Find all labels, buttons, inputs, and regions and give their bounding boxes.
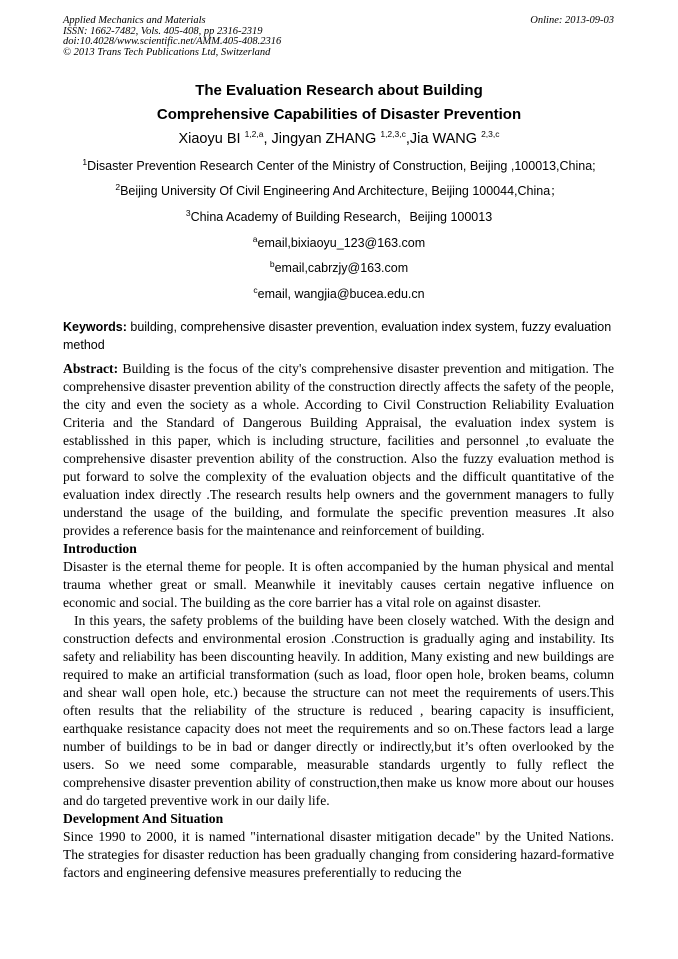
affiliation-marker: 3	[185, 207, 191, 218]
email	[0, 285, 678, 303]
affiliation-text: China Academy of Building Research，Beijing 100013	[190, 210, 493, 224]
affiliation-text: Disaster Prevention Research Center of the Ministry of Construction, Beijing ,100013,China;	[87, 159, 596, 173]
email-text: email,bixiaoyu_123@163.com	[257, 236, 426, 250]
online-date: Online: 2013-09-03	[530, 15, 614, 26]
author-name: Jia WANG	[409, 131, 478, 147]
affiliation	[0, 208, 678, 226]
paragraph: Disaster is the eternal theme for people. It is often accompanied by the human physical and mental trauma whether great or small. Meanwhile it inevitably causes certain negative influence on economic and social. The building as the core barrier has a vital role on against disaster.	[63, 559, 614, 610]
email-text: email, wangjia@bucea.edu.cn	[257, 287, 425, 301]
abstract	[63, 360, 614, 540]
author-affiliation-marker: 2,3,c	[481, 129, 500, 140]
affiliation	[0, 182, 678, 200]
paper-title-line-1: The Evaluation Research about Building	[195, 82, 483, 99]
journal-header	[63, 16, 281, 58]
keywords-text: building, comprehensive disaster prevention, evaluation index system, fuzzy evaluation method	[63, 320, 612, 352]
section-heading: Development And Situation	[63, 811, 224, 826]
author-name: Jingyan ZHANG	[271, 131, 377, 147]
author-separator: ,	[263, 131, 272, 147]
author-affiliation-marker: 1,2,3,c	[380, 129, 406, 140]
affiliation-text: Beijing University Of Civil Engineering And Architecture, Beijing 100044,China；	[120, 184, 563, 198]
author-list	[0, 128, 678, 150]
affiliation-marker: 2	[115, 181, 121, 192]
paper-title-line-2: Comprehensive Capabilities of Disaster Prevention	[156, 106, 522, 123]
journal-doi: doi:10.4028/www.scientific.net/AMM.405-408.2316	[63, 36, 282, 47]
abstract-text: Building is the focus of the city's comprehensive disaster prevention and mitigation. The comprehensive disaster prevention ability of the construction directly affects the safety of the people, the city and even the society as a whole. According to Civil Construction Reliability Evaluation Criteria and the Standard of Dangerous Building Appraisal, the evaluation index system is establisshed in this paper, which is including structure, facilities and personnel ,to evaluate the comprehensive disaster prevention ability of the construction. Also the fuzzy evaluation method is put forward to solve the complexity of the evaluation objects and the difficult quantitative of the evaluation index directly .The research results help owners and the government managers to fully understand the usage of the building, and formulate the specific prevention measures .It also provides a reference basis for the maintenance and reinforcement of building.	[63, 361, 614, 538]
paragraph: Since 1990 to 2000, it is named "international disaster mitigation decade" by the United Nations. The strategies for disaster reduction has been gradually changing from considering hazard-formative factors and engineering defensive measures preferentially to reducing the	[63, 829, 614, 880]
affiliation-marker: 1	[82, 156, 88, 167]
email-marker: b	[269, 258, 275, 269]
paragraph: In this years, the safety problems of the building have been closely watched. With the design and construction defects and environmental erosion .Construction is gradually aging and instability. Its safety and reliability has been discounting heavily. In addition, Many existing and new buildings are required to make an artificial transformation (such as load, floor open hole, broken beams, column and shear wall open hole, etc.) because the structure can not meet the requirements of users.This often results that the reliability of the structure is reduced , bearing capacity is insufficient, earthquake resistance capacity does not meet the requirements and so on.These factors lead a large number of buildings to be in bad or danger directly or indirectly,but it’s often overlooked by the users. So we need some comparable, measurable standards urgently to fully reflect the comprehensive disaster prevention ability of construction,then make us know more about our houses and do targeted preventive work in our daily life.	[63, 613, 614, 808]
author-name: Xiaoyu BI	[178, 131, 241, 147]
keywords-label: Keywords:	[63, 320, 127, 334]
email-marker: a	[252, 233, 258, 244]
email-text: email,cabrzjy@163.com	[274, 261, 409, 275]
keywords	[63, 318, 615, 354]
email	[0, 234, 678, 252]
abstract-label: Abstract:	[63, 361, 119, 376]
paper-body	[63, 360, 614, 882]
author-affiliation-marker: 1,2,a	[244, 129, 264, 140]
journal-name: Applied Mechanics and Materials	[63, 15, 206, 26]
affiliation	[0, 157, 678, 175]
journal-issn: ISSN: 1662-7482, Vols. 405-408, pp 2316-2319	[63, 25, 263, 37]
email-marker: c	[253, 284, 258, 295]
journal-copyright: © 2013 Trans Tech Publications Ltd, Switzerland	[63, 46, 271, 58]
email	[0, 259, 678, 277]
section-heading: Introduction	[63, 541, 137, 556]
author-separator: ,	[405, 131, 410, 147]
